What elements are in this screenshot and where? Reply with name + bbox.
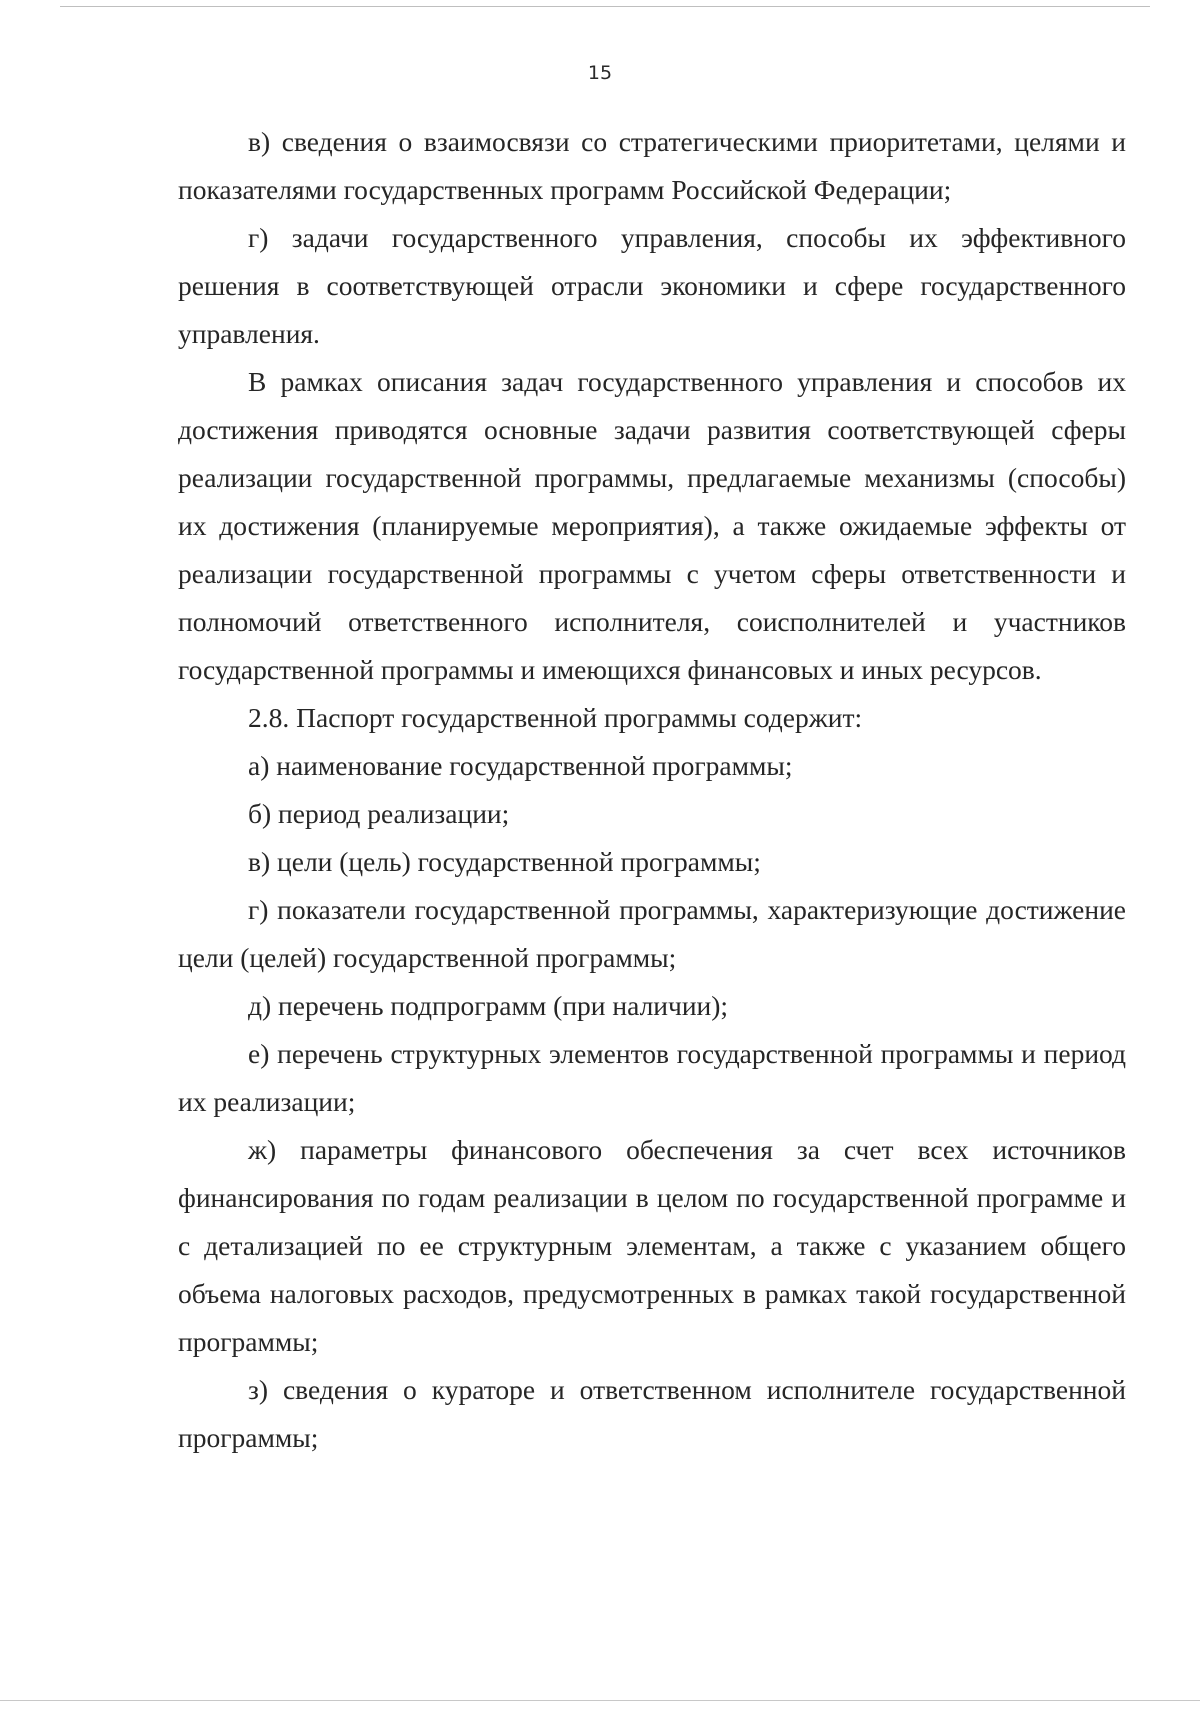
scan-edge-bottom	[0, 1700, 1200, 1701]
scan-edge-top	[60, 6, 1150, 7]
list-item-d-subprograms: д) перечень подпрограмм (при наличии);	[248, 990, 729, 1021]
list-item-g-indicators: г) показатели государственной программы, характеризующие достижение цели (целей) государственной программы;	[178, 894, 1126, 973]
paragraph-v-strategic-links: в) сведения о взаимосвязи со стратегическими приоритетами, целями и показателями государственных программ Российской Федерации;	[178, 126, 1126, 205]
paragraph-tasks-description: В рамках описания задач государственного управления и способов их достижения приводятся основные задачи развития соответствующей сферы реализации государственной программы, предлагаемые механизмы (способы) их достижения (планируемые мероприятия), а также ожидаемые эффекты от реализации государственной программы с учетом сферы ответственности и полномочий ответственного исполнителя, соисполнителей и участников государственной программы и имеющихся финансовых и иных ресурсов.	[178, 366, 1126, 685]
body-text	[178, 118, 1126, 1462]
list-item-zh-financing: ж) параметры финансового обеспечения за счет всех источников финансирования по годам реализации в целом по государственной программе и с детализацией по ее структурным элементам, а также с указанием общего объема налоговых расходов, предусмотренных в рамках такой государственной программы;	[178, 1134, 1126, 1357]
page-number: 15	[587, 62, 613, 84]
list-item-b-period: б) период реализации;	[248, 798, 510, 829]
list-item-a-name: а) наименование государственной программы;	[248, 750, 793, 781]
list-item-v-goals: в) цели (цель) государственной программы;	[248, 846, 761, 877]
list-item-z-curator: з) сведения о кураторе и ответственном исполнителе государственной программы;	[178, 1374, 1126, 1453]
list-item-e-structural-elements: е) перечень структурных элементов государственной программы и период их реализации;	[178, 1038, 1126, 1117]
paragraph-2-8-passport: 2.8. Паспорт государственной программы содержит:	[248, 702, 863, 733]
paragraph-g-management-tasks: г) задачи государственного управления, способы их эффективного решения в соответствующей отрасли экономики и сфере государственного управления.	[178, 222, 1126, 349]
